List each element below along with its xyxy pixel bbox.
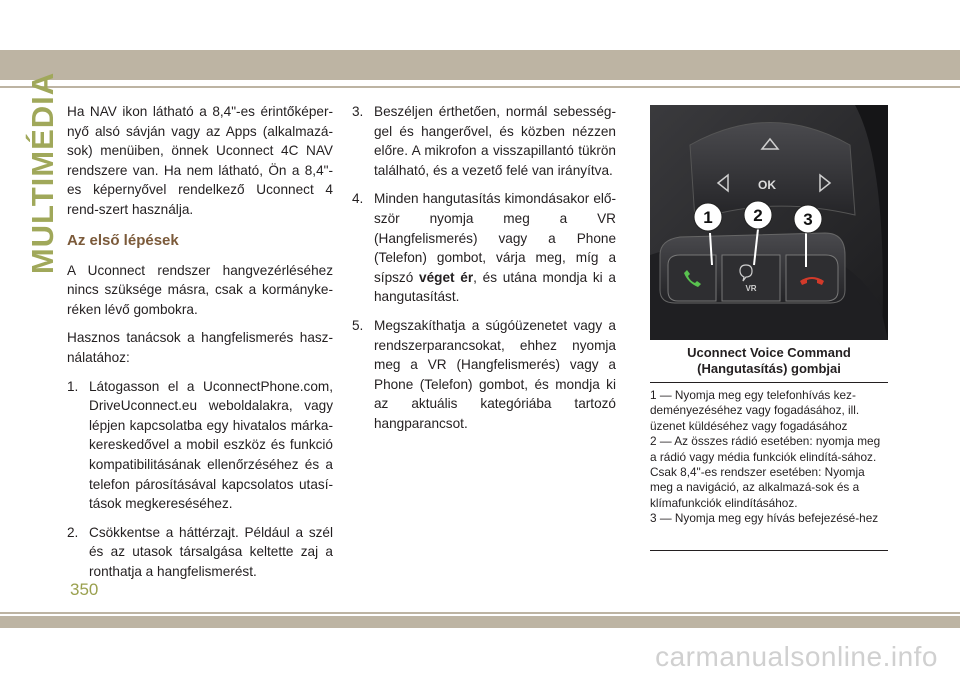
caption-title-line: Uconnect Voice Command [687, 345, 851, 360]
figure-legend [650, 388, 888, 527]
section-heading: Az első lépések [67, 231, 179, 249]
list-text-part: Minden hangutasítás kimondásakor elő-ször nyomja meg a VR (Hangfelismerés) vagy a Phone (Telefon) gombot, várja meg, míg a sípszó [374, 191, 616, 285]
footer-bar [0, 616, 960, 628]
list-number: 3. [352, 104, 364, 119]
steering-wheel-figure [650, 105, 888, 340]
callout-number-3: 3 [803, 210, 813, 229]
paragraph: A Uconnect rendszer hangvezérléséhez nincs szüksége másra, csak a kormányke-réken lévő gombokra. [67, 262, 333, 317]
header-rule [0, 86, 960, 88]
list-number: 4. [352, 191, 364, 207]
callout-number-1: 1 [703, 208, 713, 227]
ok-label: OK [758, 178, 776, 192]
list-item [67, 523, 333, 582]
list-item [352, 189, 616, 307]
tips-list-continued [352, 102, 616, 434]
intro-paragraph: Ha NAV ikon látható a 8,4"-es érintőképer-nyő alsó sávján vagy az Apps (alkalmazá-sok) menüiben, önnek Uconnect 4C NAV rendszere van. Ha nem látható, Ön a 8,4"-es képernyővel rendelkező Uconnect 4 rend-szert használja. [67, 104, 333, 217]
list-text: Megszakíthatja a súgóüzenetet vagy a rendszerparancsokat, ehhez nyomja meg a VR (Hangfelismerés) vagy a Phone (Telefon) gombot, és mondja ki az aktuális kategóriába tartozó hangparancsot. [374, 317, 616, 431]
list-text [374, 191, 616, 304]
vr-button[interactable] [722, 255, 780, 301]
page-number: 350 [70, 580, 99, 599]
list-item [352, 316, 616, 434]
list-number: 5. [352, 317, 364, 333]
caption-divider-bottom [650, 550, 888, 551]
list-number: 2. [67, 524, 79, 540]
list-item [352, 102, 616, 180]
figure-caption-title [650, 345, 888, 377]
list-text-bold: véget ér [419, 269, 474, 285]
legend-item: 3 — Nyomja meg egy hívás befejezésé-hez [650, 511, 879, 526]
list-text: Látogasson el a UconnectPhone.com, DriveUconnect.eu weboldalakra, vagy lépjen kapcsolatba egy hivatalos márka-kereskedővel a mobil eszköz és funkció kompatibilitásának ellenőrzéséhez és a telefon párosításával kapcsolatos utasí-tások megkereséséhez. [89, 378, 333, 512]
steering-wheel-illustration [650, 105, 888, 340]
paragraph: Hasznos tanácsok a hangfelismerés hasz-nálatához: [67, 330, 333, 365]
watermark-text: carmanualsonline.info [655, 641, 938, 672]
footer-rule [0, 612, 960, 614]
list-text: Csökkentse a háttérzajt. Például a szél és az utasok társalgása keltette zaj a ronthatja a hangfelismerést. [89, 524, 333, 579]
legend-item: 2 — Az összes rádió esetében: nyomja meg a rádió vagy média funkciók elindítá-sához. Csak 8,4"-es rendszer esetében: Nyomja meg a navigáció, az alkalmazá-sok és a klímafunkciók elindításához. [650, 434, 881, 510]
tips-list [67, 377, 333, 582]
caption-title-line: (Hangutasítás) gombjai [697, 361, 841, 376]
list-item [67, 377, 333, 514]
list-text-part: , és utána mondja ki a hangutasítást. [374, 269, 616, 305]
section-side-label [22, 71, 64, 275]
text-column-middle [352, 102, 616, 443]
phone-button[interactable] [668, 255, 716, 301]
header-bar [0, 50, 960, 80]
list-text: Beszéljen érthetően, normál sebesség-gel és hangerővel, és közben nézzen előre. A mikrofon a visszapillantó tükrön található, és a vezető felé van irányítva. [374, 104, 616, 178]
vr-label: VR [745, 284, 757, 293]
caption-divider [650, 382, 888, 383]
legend-item: 1 — Nyomja meg egy telefonhívás kez-deményezéséhez vagy fogadásához, ill. üzenet küldéséhez vagy fogadásához [650, 388, 860, 433]
section-title: MULTIMÉDIA [25, 71, 60, 275]
list-number: 1. [67, 378, 79, 394]
text-column-left [67, 102, 333, 590]
callout-number-2: 2 [753, 206, 763, 225]
